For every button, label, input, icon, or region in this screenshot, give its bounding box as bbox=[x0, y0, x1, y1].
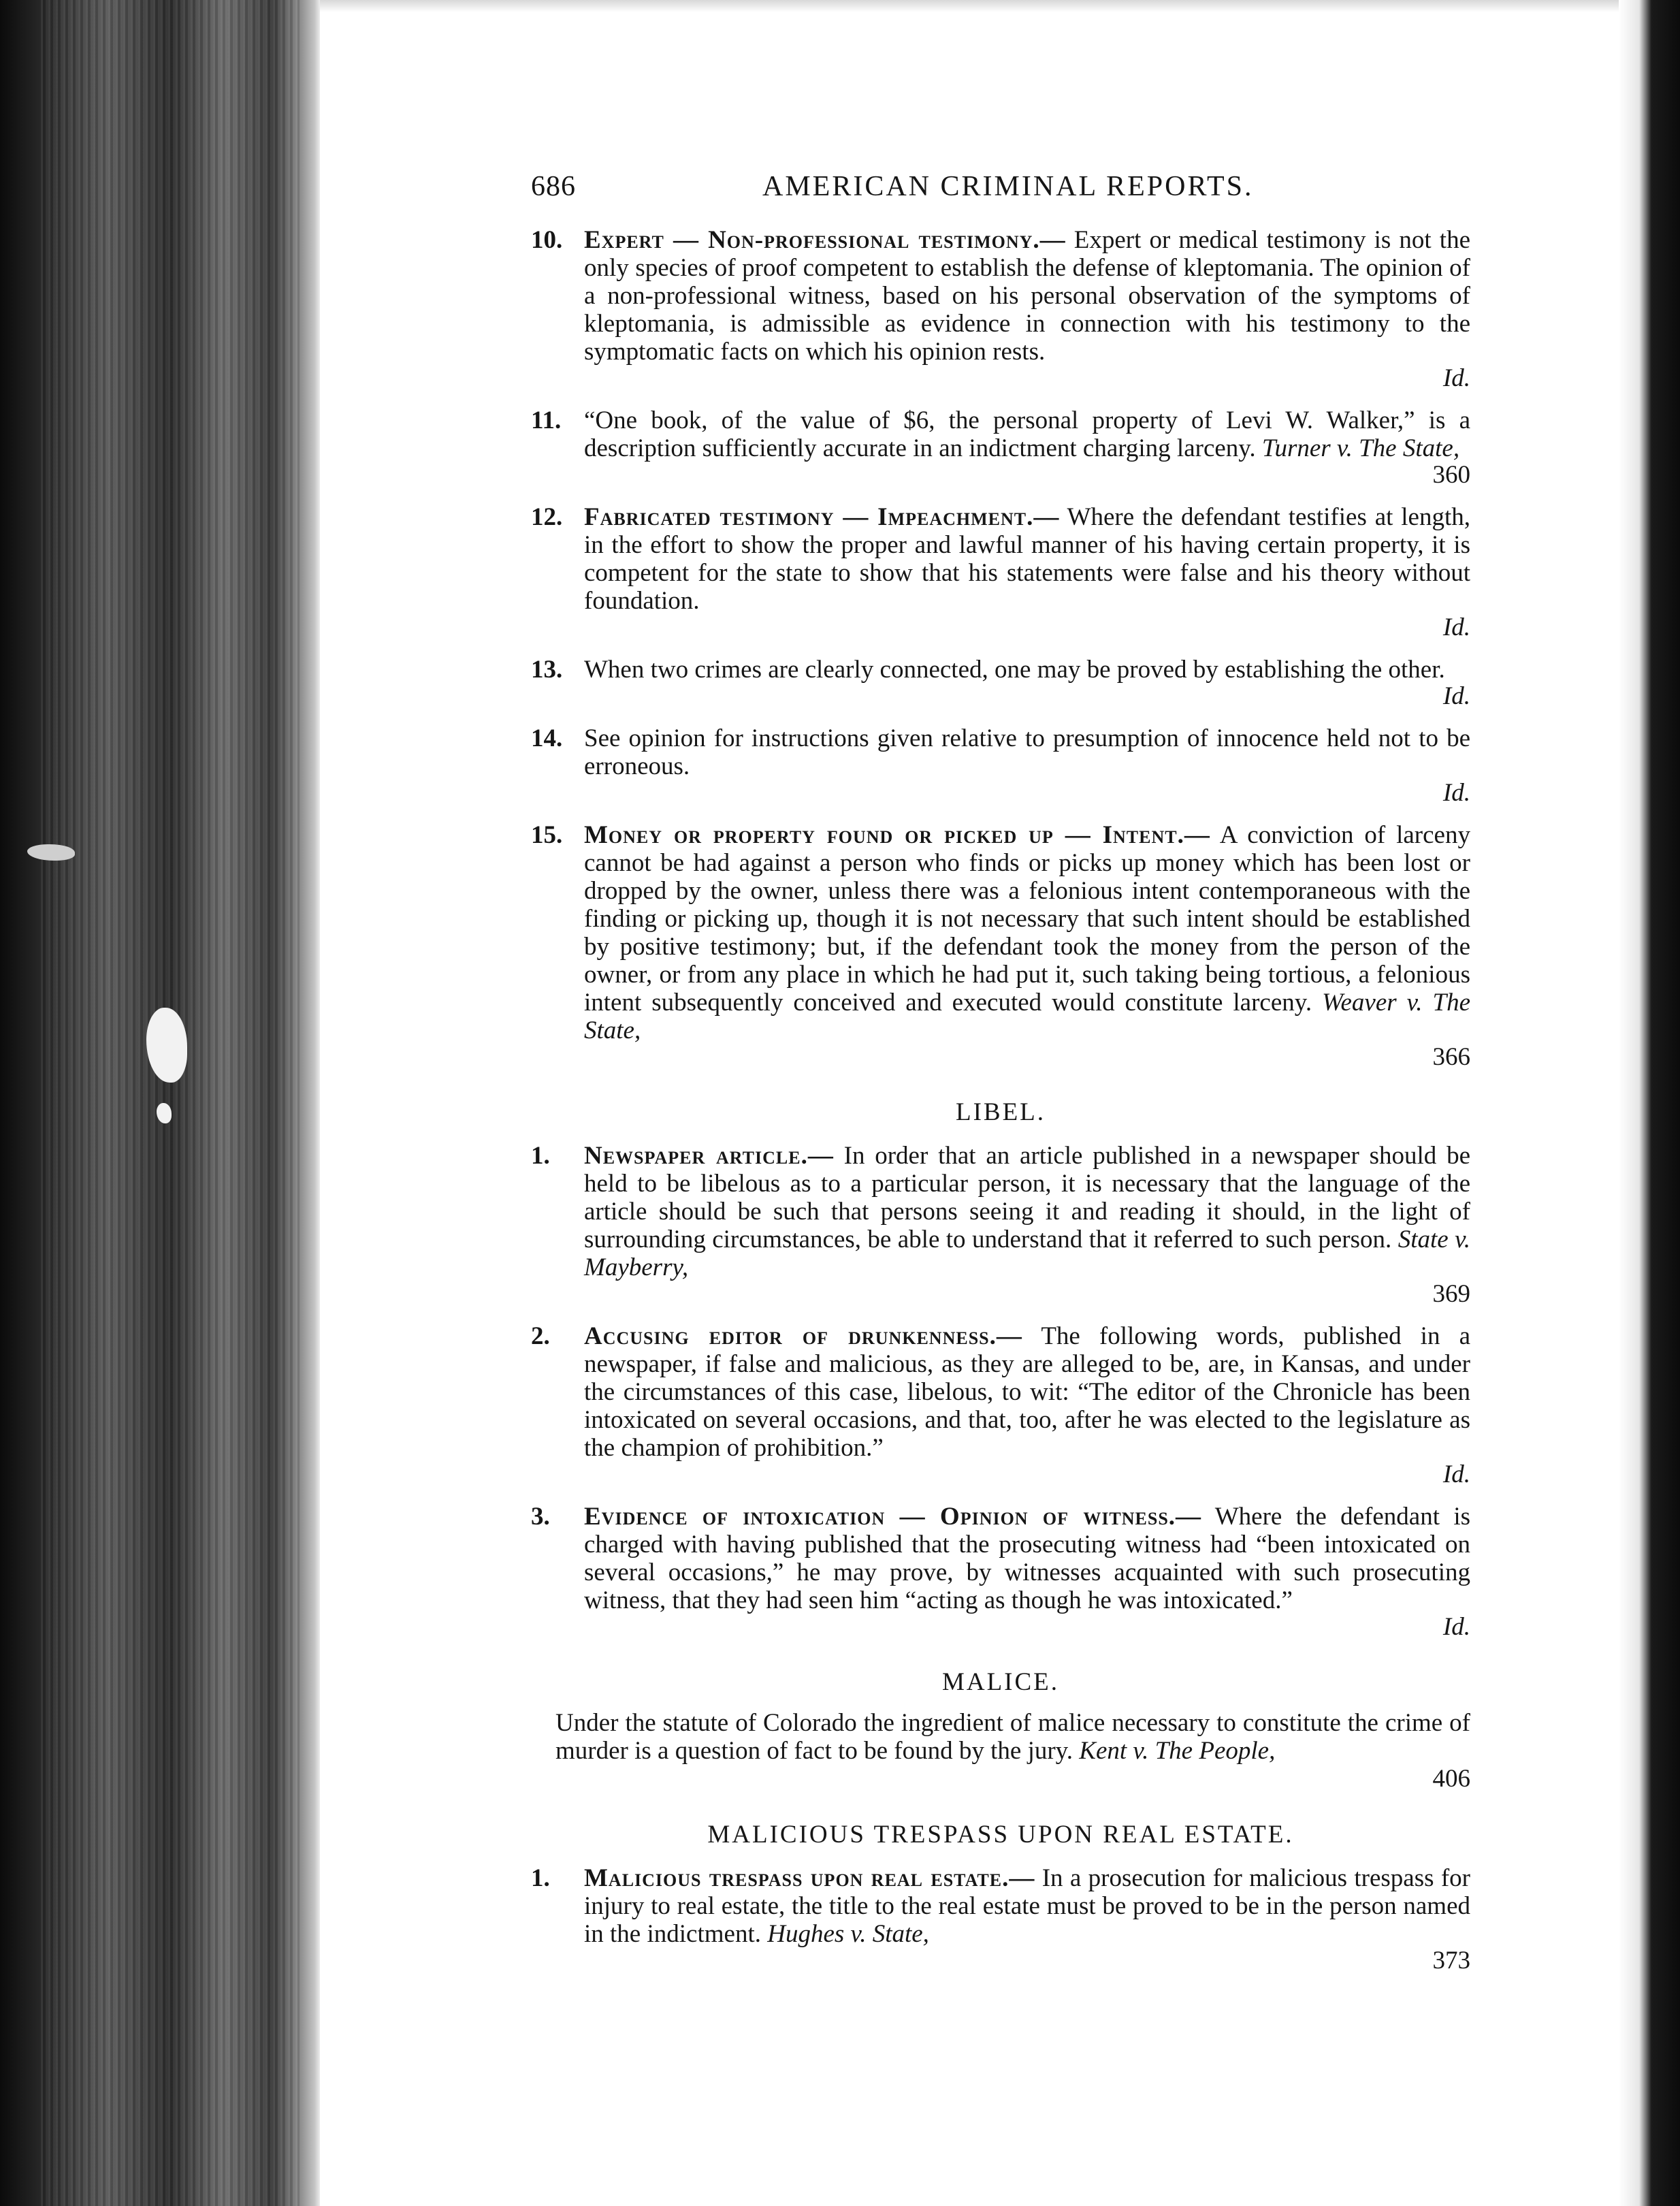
entry-body: In a prosecution for malicious trespass for injury to real estate, the title to the real estate must be proved to be in the person named in the indictment. bbox=[584, 1864, 1470, 1948]
section-title-libel: LIBEL. bbox=[955, 1098, 1046, 1126]
entry-body: Where the defendant is charged with having published that the prosecuting witness had “been intoxicated on several occasions,” he may prove, by witnesses acquainted with such prosecuting witness, that they had seen him “acting as though he was intoxicated.” bbox=[584, 1503, 1470, 1614]
section-title-malicious-trespass: MALICIOUS TRESPASS UPON REAL ESTATE. bbox=[707, 1821, 1294, 1849]
digest-entry bbox=[531, 1709, 1470, 1793]
case-name: Kent v. The People, bbox=[1079, 1737, 1276, 1765]
digest-entry bbox=[531, 406, 1470, 488]
entry-body: When two crimes are clearly connected, one may be proved by establishing the other. bbox=[584, 656, 1445, 684]
entry-citation: Id. bbox=[1442, 1613, 1470, 1641]
entry-body: In order that an article published in a newspaper should be held to be libelous as to a particular person, it is necessary that the language of the article should be such that persons seeing it and reading it should, in the light of surrounding circumstances, be able to understand that it referred to such person. bbox=[584, 1142, 1470, 1253]
entry-heading: Expert — Non-professional testimony.— bbox=[584, 226, 1066, 254]
entry-body: See opinion for instructions given relative to presumption of innocence held not to be erroneous. bbox=[584, 724, 1470, 780]
entry-citation: Id. bbox=[1442, 1460, 1470, 1488]
case-name: Hughes v. State, bbox=[767, 1920, 929, 1948]
section-title-malice: MALICE. bbox=[941, 1668, 1060, 1696]
entry-number: 14. bbox=[531, 724, 563, 752]
digest-entry bbox=[531, 724, 1470, 806]
entry-number: 1. bbox=[531, 1142, 550, 1170]
entry-citation: Id. bbox=[1442, 364, 1470, 392]
entry-page-ref: 360 bbox=[1432, 461, 1470, 489]
entry-number: 11. bbox=[531, 406, 562, 434]
entry-heading: Malicious trespass upon real estate.— bbox=[584, 1864, 1035, 1892]
entry-body: A conviction of larceny cannot be had against a person who finds or picks up money which has been lost or dropped by the owner, unless there was a felonious intent contemporaneous with the finding or picking up, though it is not necessary that such intent should be established by positive testimony; but, if the defendant took the money from the person of the owner, or from any place in which he had put it, such taking being tortious, a felonious intent subsequently conceived and executed would constitute larceny. bbox=[584, 821, 1470, 1017]
digest-entry bbox=[531, 226, 1470, 391]
case-name: State v. Mayberry, bbox=[584, 1226, 1470, 1281]
page-content bbox=[531, 170, 1470, 1974]
entry-heading: Evidence of intoxication — Opinion of witness.— bbox=[584, 1503, 1202, 1531]
entry-number: 12. bbox=[531, 503, 563, 531]
entry-body: Under the statute of Colorado the ingredient of malice necessary to constitute the crime of murder is a question of fact to be found by the jury. bbox=[555, 1709, 1470, 1765]
entry-heading: Accusing editor of drunkenness.— bbox=[584, 1322, 1022, 1350]
digest-entry bbox=[531, 821, 1470, 1070]
entry-number: 3. bbox=[531, 1503, 550, 1531]
page-header bbox=[531, 170, 1470, 211]
spine-texture bbox=[41, 0, 300, 2206]
case-name: Weaver v. The State, bbox=[584, 989, 1471, 1044]
entry-citation: Id. bbox=[1442, 779, 1470, 807]
entry-page-ref: 369 bbox=[1432, 1280, 1470, 1308]
entry-number: 2. bbox=[531, 1322, 550, 1350]
entry-number: 1. bbox=[531, 1864, 550, 1892]
entry-body: Where the defendant testifies at length, in the effort to show the proper and lawful manner of his having certain property, it is competent for the state to show that his statements were false and his theory without foundation. bbox=[584, 503, 1470, 615]
entry-number: 15. bbox=[531, 821, 563, 849]
running-title: AMERICAN CRIMINAL REPORTS. bbox=[762, 171, 1254, 202]
case-name: Turner v. The State, bbox=[1261, 434, 1460, 462]
entry-citation: Id. bbox=[1442, 613, 1470, 641]
digest-entry bbox=[531, 1322, 1470, 1488]
page-top-shadow bbox=[320, 0, 1620, 12]
entry-page-ref: 406 bbox=[1432, 1765, 1470, 1793]
page-number: 686 bbox=[531, 171, 576, 202]
digest-entry bbox=[531, 1142, 1470, 1307]
facing-page-edge bbox=[1619, 0, 1680, 2206]
entry-number: 10. bbox=[531, 226, 563, 254]
digest-entry bbox=[531, 503, 1470, 641]
digest-entry bbox=[531, 1864, 1470, 1974]
entry-body: The following words, published in a newspaper, if false and malicious, as they are alleged to be, are, in Kansas, and under the circumstances of this case, libelous, to wit: “The editor of the Chronicle has been intoxicated on several occasions, and that, too, after he was elected to the legislature as the champion of prohibition.” bbox=[584, 1322, 1470, 1462]
spine-blemish bbox=[157, 1103, 172, 1123]
entry-page-ref: 373 bbox=[1432, 1947, 1470, 1975]
entry-heading: Money or property found or picked up — Intent.— bbox=[584, 821, 1210, 849]
entry-page-ref: 366 bbox=[1432, 1043, 1470, 1071]
entry-citation: Id. bbox=[1442, 682, 1470, 710]
entry-number: 13. bbox=[531, 656, 563, 684]
digest-entry bbox=[531, 656, 1470, 709]
entry-heading: Fabricated testimony — Impeachment.— bbox=[584, 503, 1060, 531]
entry-heading: Newspaper article.— bbox=[584, 1142, 834, 1170]
entry-body: Expert or medical testimony is not the only species of proof competent to establish the defense of kleptomania. The opinion of a non-professional witness, based on his personal observation of the symptoms of kleptomania, is admissible as evidence in connection with his testimony to the symptomatic facts on which his opinion rests. bbox=[584, 226, 1471, 366]
digest-entry bbox=[531, 1503, 1470, 1640]
entry-body: “One book, of the value of $6, the personal property of Levi W. Walker,” is a description sufficiently accurate in an indictment charging larceny. bbox=[584, 406, 1470, 462]
